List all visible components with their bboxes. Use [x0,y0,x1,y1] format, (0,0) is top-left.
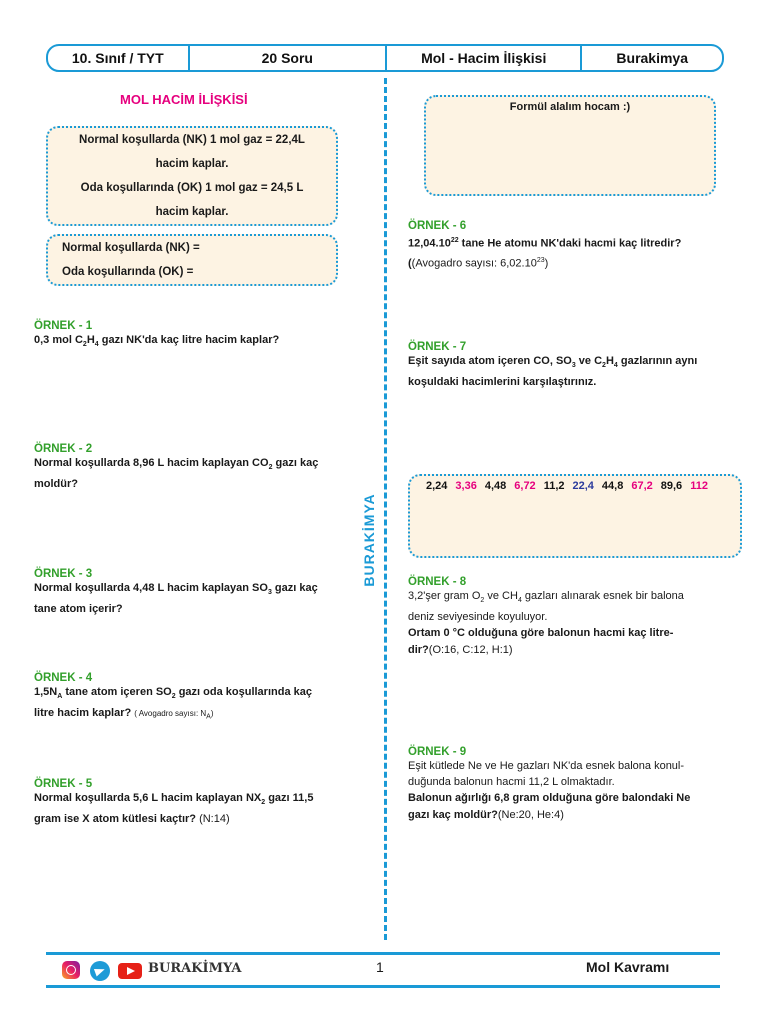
center-divider [384,78,387,940]
answer-option: 2,24 [426,480,448,492]
info-line-4: hacim kaplar. [155,206,229,218]
answer-options [410,476,740,492]
example-1 [34,320,374,353]
page-number: 1 [376,959,384,975]
example-3 [34,568,374,618]
fill-line-1: Normal koşullarda (NK) = [62,242,200,254]
header-bar [46,44,724,72]
telegram-icon[interactable] [90,961,110,981]
question-text: Normal koşullarda 8,96 L hacim kaplayan $CO_2$ gazı kaç moldür? [34,457,319,491]
question-text: 12,04.10$^{22}$ tane He atomu NK'daki hacmi kaç litredir? [408,237,682,250]
example-5 [34,778,374,828]
question-text: Eşit kütlede Ne ve He gazları NK'da esnek balona konul- duğunda balonun hacmi 11,2 L olmaktadır. [408,760,685,788]
answer-option: 6,72 [514,480,536,492]
info-line-1: Normal koşullarda (NK) 1 mol gaz = 22,4L [79,134,305,146]
example-2 [34,443,374,493]
example-label: ÖRNEK - 9 [408,746,467,758]
example-7 [408,341,748,391]
question-text: Normal koşullarda 5,6 L hacim kaplayan $NX_2$ gazı 11,5 gram ise X atom kütlesi kaçtır? (N:14) [34,792,314,826]
example-8 [408,576,748,659]
answer-option: 4,48 [484,480,507,492]
fill-box [46,234,338,286]
info-box [46,126,338,226]
question-text: Normal koşullarda 4,48 L hacim kaplayan $SO_3$ gazı kaç tane atom içerir? [34,582,318,616]
example-label: ÖRNEK - 3 [34,568,93,580]
answer-options-box [408,474,742,558]
question-text: Eşit sayıda atom içeren CO, $SO_3$ ve $C_2H_4$ gazlarının aynı koşuldaki hacimlerini karşılaştırınız. [408,355,698,389]
example-4 [34,672,374,726]
answer-option: 112 [690,480,708,492]
question-text: 0,3 mol $C_2H_4$ gazı NK'da kaç litre hacim kaplar? [34,334,280,349]
example-label: ÖRNEK - 6 [408,220,467,232]
info-line-3: Oda koşullarında (OK) 1 mol gaz = 24,5 L [80,182,304,194]
question-text: 3,2'şer gram $O_2$ ve $CH_4$ gazları alınarak esnek bir balona deniz seviyesinde koyuluyor. [408,590,684,624]
example-label: ÖRNEK - 1 [34,320,93,332]
youtube-icon[interactable] [118,963,142,979]
example-label: ÖRNEK - 2 [34,443,93,455]
info-line-2: hacim kaplar. [155,158,229,170]
footer-bar [46,952,720,988]
fill-line-2: Oda koşullarında (OK) = [62,266,194,278]
instagram-icon[interactable] [62,961,80,979]
example-9 [408,746,748,824]
header-grade: 10. Sınıf / TYT [48,46,190,70]
footer-brand: BURAKİMYA [148,961,242,976]
question-text: $1,5N_A$ tane atom içeren $SO_2$ gazı oda koşullarında kaç litre hacim kaplar? ( Avogadro sayısı: $N_A$) [34,686,312,721]
formula-box [424,95,716,196]
header-topic: Mol - Hacim İlişkisi [387,46,582,70]
answer-option: 3,36 [455,480,477,492]
answer-option: 11,2 [543,480,565,492]
chapter-title: Mol Kavramı [586,959,670,975]
example-label: ÖRNEK - 5 [34,778,93,790]
example-label: ÖRNEK - 7 [408,341,467,353]
example-6 [408,220,748,271]
header-brand: Burakimya [616,50,688,66]
question-bold: Ortam 0 °C olduğuna göre balonun hacmi kaç litre- dir?(O:16, C:12, H:1) [408,627,674,657]
side-brand: BURAKİMYA [359,489,379,590]
question-note: ((Avogadro sayısı: 6,02.10$^{23}$) [408,256,549,270]
section-title: MOL HACİM İLİŞKİSİ [120,92,248,107]
formula-label: Formül alalım hocam :) [509,101,631,113]
answer-option: 44,8 [601,480,624,492]
example-label: ÖRNEK - 4 [34,672,93,684]
question-bold: Balonun ağırlığı 6,8 gram olduğuna göre balondaki Ne gazı kaç moldür?(Ne:20, He:4) [408,792,691,821]
answer-option: 67,2 [631,480,653,492]
answer-option: 22,4 [572,480,594,492]
answer-option: 89,6 [660,480,683,492]
header-question-count: 20 Soru [190,46,387,70]
example-label: ÖRNEK - 8 [408,576,467,588]
